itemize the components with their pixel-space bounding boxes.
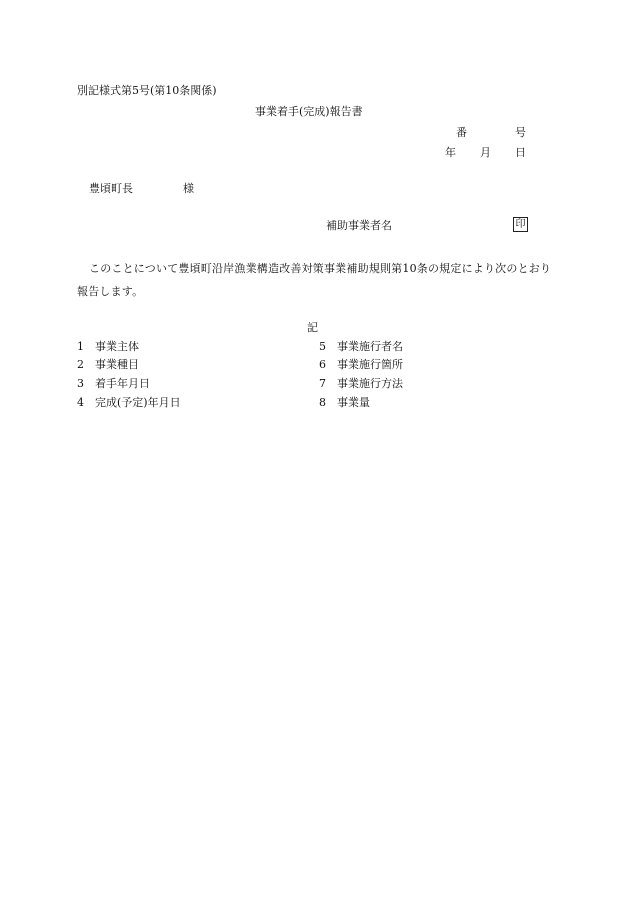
item-number: 5 (319, 340, 326, 353)
list-item (77, 396, 181, 410)
item-label: 事業主体 (95, 340, 139, 353)
item-number: 8 (319, 396, 326, 409)
date-month-label: 月 (480, 146, 491, 159)
date-day-label: 日 (515, 146, 526, 159)
list-item (319, 377, 403, 391)
list-item (319, 340, 403, 354)
item-number: 6 (319, 358, 326, 371)
list-item (319, 396, 370, 410)
applicant-label: 補助事業者名 (326, 219, 392, 232)
date-year-label: 年 (445, 146, 456, 159)
list-item (319, 358, 403, 372)
seal-stamp-box (513, 217, 528, 232)
item-label: 着手年月日 (95, 377, 150, 390)
item-label: 事業量 (337, 396, 370, 409)
item-number: 2 (77, 358, 84, 371)
item-number: 3 (77, 377, 84, 390)
item-label: 事業種目 (95, 358, 139, 371)
item-label: 事業施行箇所 (337, 358, 403, 371)
item-label: 事業施行者名 (337, 340, 403, 353)
item-number: 1 (77, 340, 84, 353)
reference-number-label: 番 (456, 126, 467, 139)
list-item (77, 377, 150, 391)
body-paragraph: このことについて豊頃町沿岸漁業構造改善対策事業補助規則第10条の規定により次のとおり報告します。 (77, 262, 552, 298)
list-item (77, 358, 139, 372)
addressee-honorific: 様 (183, 182, 194, 195)
form-number: 別記様式第5号(第10条関係) (77, 84, 217, 97)
item-label: 事業施行方法 (337, 377, 403, 390)
ki-heading: 記 (307, 321, 318, 334)
item-label: 完成(予定)年月日 (95, 396, 181, 409)
list-item (77, 340, 139, 354)
item-number: 7 (319, 377, 326, 390)
addressee-name: 豊頃町長 (89, 182, 133, 195)
reference-number-suffix: 号 (515, 126, 526, 139)
seal-label: 印 (515, 219, 526, 230)
item-number: 4 (77, 396, 84, 409)
document-title: 事業着手(完成)報告書 (255, 105, 363, 118)
